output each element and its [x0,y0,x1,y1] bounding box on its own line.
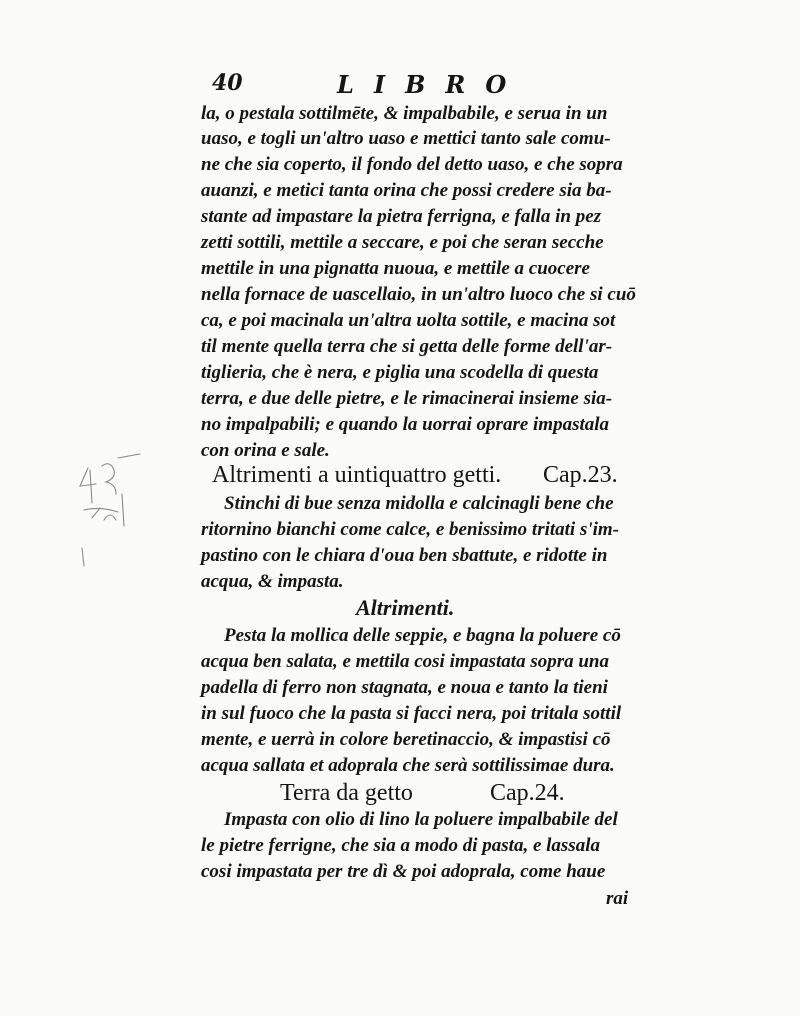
text-line: ne che sia coperto, il fondo del detto uaso, e che sopra [201,154,623,175]
subheading: Altrimenti. [356,595,455,620]
text-line: no impalpabili; e quando la uorrai oprare impastala [201,414,610,435]
text-line: terra, e due delle pietre, e le rimacinerai insieme sia- [201,388,613,409]
text-line: ritornino bianchi come calce, e benissimo tritati s'im- [201,519,620,540]
text-line: acqua ben salata, e mettila cosi impastata sopra una [201,651,609,672]
chapter-title: Altrimenti a uintiquattro getti. [212,462,502,488]
text-line: padella di ferro non stagnata, e noua e tanto la tieni [201,677,608,698]
text-line: Impasta con olio di lino la poluere impalbabile del [224,809,618,830]
text-line: uaso, e togli un'altro uaso e mettici tanto sale comu- [201,128,611,149]
text-line: zetti sottili, mettile a seccare, e poi che seran secche [201,232,604,253]
running-head: LIBRO [337,70,527,99]
text-line: mente, e uerrà in colore beretinaccio, & impastisi cō [201,729,611,750]
text-line: acqua, & impasta. [201,571,344,592]
handwritten-margin-note [70,448,160,578]
catchword: rai [606,888,629,909]
text-line: le pietre ferrigne, che sia a modo di pasta, e lassala [201,835,600,856]
text-line: in sul fuoco che la pasta si facci nera, poi tritala sottil [201,703,622,724]
text-line: tiglieria, che è nera, e piglia una scodella di questa [201,362,599,383]
text-line: la, o pestala sottilmēte, & impalbabile, e serua in un [201,103,608,124]
chapter-heading [280,780,565,806]
text-line: con orina e sale. [201,440,330,461]
text-line: acqua sallata et adoprala che serà sottilissimae dura. [201,755,615,776]
chapter-heading [212,462,618,488]
text-line: ca, e poi macinala un'altra uolta sottile, e macina sot [201,310,616,331]
chapter-title: Terra da getto [280,780,413,806]
text-line: nella fornace de uascellaio, in un'altro luoco che si cuō [201,284,636,305]
text-line: Stinchi di bue senza midolla e calcinagli bene che [224,493,614,514]
text-line: pastino con le chiara d'oua ben sbattute, e ridotte in [201,545,608,566]
page-number: 40 [212,70,243,96]
text-line: cosi impastata per tre dì & poi adoprala, come haue [201,861,606,882]
text-line: auanzi, e metici tanta orina che possi credere sia ba- [201,180,612,201]
page-header [212,70,652,100]
text-line: stante ad impastare la pietra ferrigna, e falla in pez [201,206,602,227]
text-line: Pesta la mollica delle seppie, e bagna la poluere cō [224,625,621,646]
text-line: til mente quella terra che si getta delle forme dell'ar- [201,336,613,357]
chapter-number: Cap.23. [543,462,618,488]
text-line: mettile in una pignatta nuoua, e mettile a cuocere [201,258,590,279]
chapter-number: Cap.24. [490,780,565,806]
